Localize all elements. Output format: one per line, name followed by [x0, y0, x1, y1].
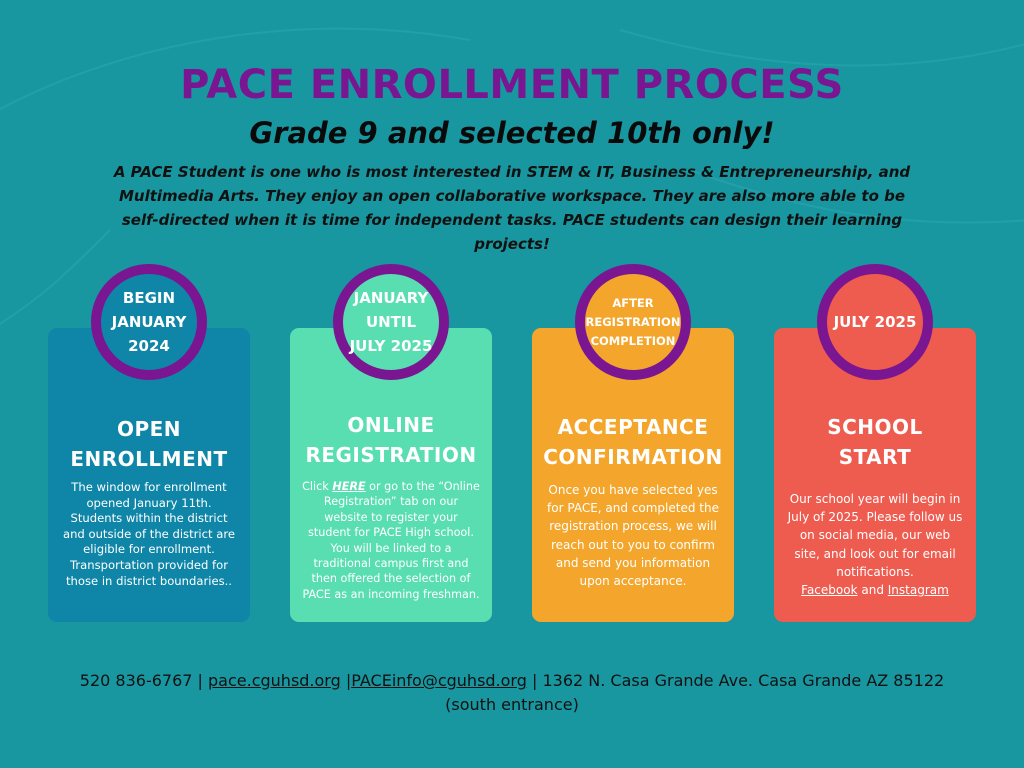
contact-footer: 520 836-6767 | pace.cguhsd.org |PACEinfo@cguhsd.org | 1362 N. Casa Grande Ave. Casa Grande AZ 85122 (south entrance) — [79, 671, 945, 714]
step-title: ACCEPTANCE CONFIRMATION — [543, 415, 723, 469]
step-date-circle: JULY 2025 — [817, 264, 933, 380]
address: | 1362 N. Casa Grande Ave. Casa Grande AZ 85122 (south entrance) — [445, 671, 945, 714]
step-description: Our school year will begin in July of 2025. Please follow us on social media, our web site, and look out for email notifications. Facebook and Instagram — [787, 492, 963, 598]
page-title: PACE ENROLLMENT PROCESS — [180, 62, 844, 108]
registration-here-link[interactable]: HERE — [332, 480, 366, 493]
step-date-circle: AFTER REGISTRATION COMPLETION — [575, 264, 691, 380]
phone-number: 520 836-6767 | — [79, 671, 209, 690]
step-description: The window for enrollment opened January 11th. Students within the district and outside of the district are eligible for enrollment. Transportation provided for those in district boundaries.. — [62, 480, 235, 588]
step-date-circle: BEGIN JANUARY 2024 — [91, 264, 207, 380]
step-title: OPEN ENROLLMENT — [70, 417, 228, 471]
instagram-link[interactable]: Instagram — [887, 583, 949, 598]
step-title: ONLINE REGISTRATION — [305, 413, 477, 467]
page-subtitle: Grade 9 and selected 10th only! — [249, 116, 775, 150]
step-title: SCHOOL START — [827, 415, 923, 469]
email-link[interactable]: PACEinfo@cguhsd.org — [351, 671, 527, 690]
step-date-circle: JANUARY UNTIL JULY 2025 — [333, 264, 449, 380]
intro-paragraph: A PACE Student is one who is most interested in STEM & IT, Business & Entrepreneurship, and Multimedia Arts. They enjoy an open collaborative workspace. They are also more able to be self-directed when it is time for independent tasks. PACE students can design their learning projects! — [113, 163, 911, 253]
website-link[interactable]: pace.cguhsd.org — [208, 671, 341, 690]
step-description: Click HERE or go to the “Online Registration” tab on our website to register your student for PACE High school. You will be linked to a traditional campus first and then offered the selection of PACE as an incoming freshman. — [302, 480, 480, 601]
step-description: Once you have selected yes for PACE, and completed the registration process, we will reach out to you to confirm and send you information upon acceptance. — [547, 483, 719, 589]
facebook-link[interactable]: Facebook — [801, 583, 858, 598]
